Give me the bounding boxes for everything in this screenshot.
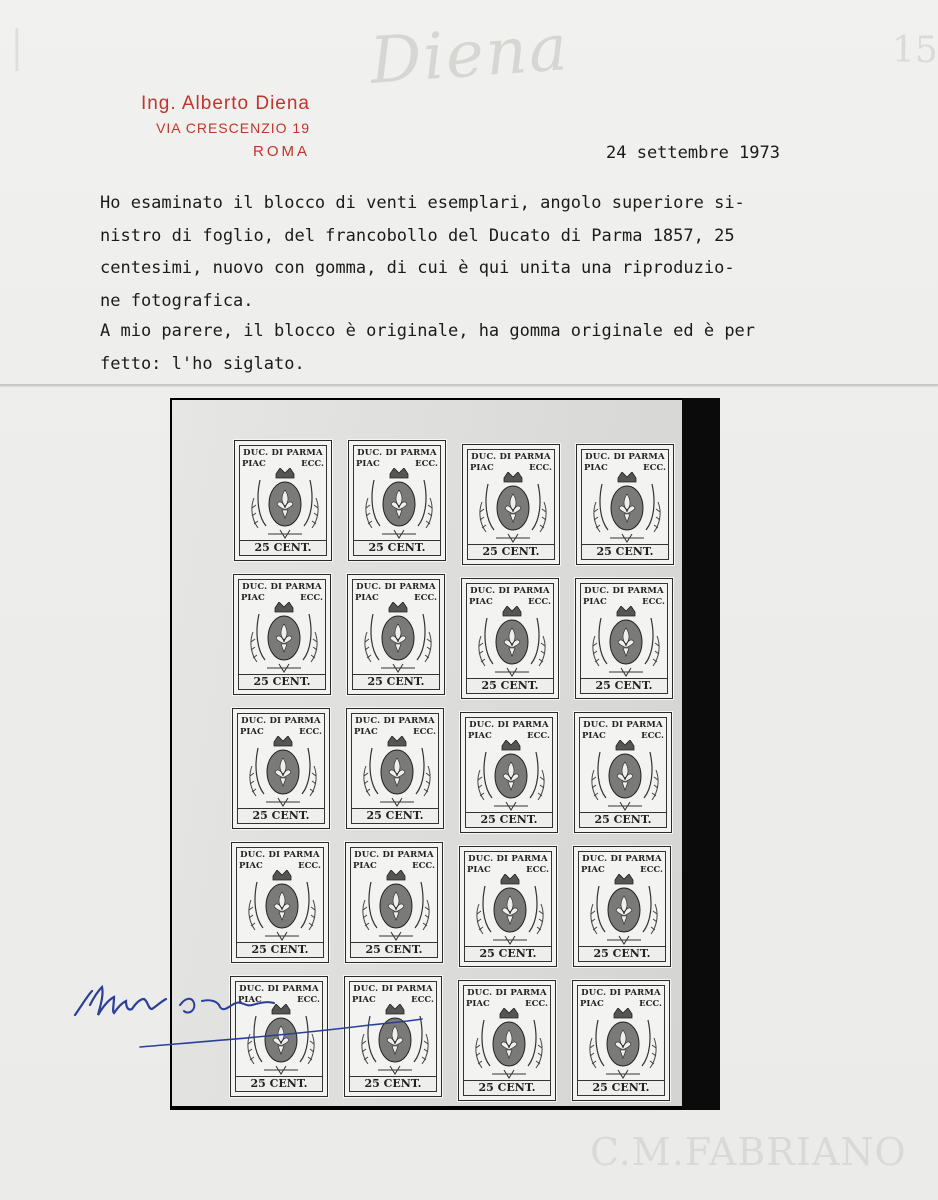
stamp-r4-c2 — [345, 842, 443, 963]
stamp-r1-c3 — [462, 444, 560, 565]
stamp-left-word: PIAC — [352, 995, 376, 1005]
watermark-corner: │ — [6, 30, 28, 71]
stamp-top-text: DUC. DI PARMA — [585, 452, 665, 462]
stamp-right-word: ECC. — [301, 459, 324, 469]
stamp-right-word: ECC. — [642, 597, 665, 607]
stamp-value-text: 25 CENT. — [350, 1076, 436, 1091]
stamp-top-text: DUC. DI PARMA — [356, 582, 436, 592]
stamp-value-text: 25 CENT. — [468, 544, 554, 559]
coat-of-arms-icon — [587, 606, 665, 678]
stamp-top-text: DUC. DI PARMA — [242, 582, 322, 592]
stamp-r1-c4 — [576, 444, 674, 565]
paragraph-2 — [100, 315, 870, 380]
stamp-right-word: ECC. — [298, 861, 321, 871]
stamp-r2-c1 — [233, 574, 331, 695]
stamp-value-text: 25 CENT. — [239, 674, 325, 689]
stamp-frame — [466, 583, 554, 694]
watermark-fabriano: C.M.FABRIANO — [590, 1130, 907, 1174]
stamp-top-text: DUC. DI PARMA — [357, 448, 437, 458]
stamp-left-word: PIAC — [242, 459, 266, 469]
stamp-r2-c4 — [575, 578, 673, 699]
stamp-frame — [238, 579, 326, 690]
coat-of-arms-icon — [243, 870, 321, 942]
stamp-value-text: 25 CENT. — [578, 1080, 664, 1095]
stamp-top-text: DUC. DI PARMA — [581, 988, 661, 998]
stamp-left-word: PIAC — [238, 995, 262, 1005]
stamp-top-text: DUC. DI PARMA — [470, 586, 550, 596]
stamp-left-word: PIAC — [239, 861, 263, 871]
stamp-right-word: ECC. — [639, 999, 662, 1009]
stamp-value-text: 25 CENT. — [582, 544, 668, 559]
stamp-left-word: PIAC — [354, 727, 378, 737]
stamp-frame — [350, 847, 438, 958]
stamp-value-text: 25 CENT. — [580, 812, 666, 827]
stamp-frame — [465, 717, 553, 828]
stamp-top-text: DUC. DI PARMA — [240, 850, 320, 860]
stamp-frame — [577, 985, 665, 1096]
stamp-left-word: PIAC — [583, 597, 607, 607]
stamp-value-text: 25 CENT. — [354, 540, 440, 555]
stamp-top-text: DUC. DI PARMA — [467, 988, 547, 998]
stamp-r4-c1 — [231, 842, 329, 963]
stamp-top-text: DUC. DI PARMA — [584, 586, 664, 596]
stamp-left-word: PIAC — [356, 459, 380, 469]
stamp-r4-c3 — [459, 846, 557, 967]
stamp-frame — [237, 713, 325, 824]
stamp-r2-c2 — [347, 574, 445, 695]
stamp-frame — [463, 985, 551, 1096]
letterhead-name: Ing. Alberto Diena — [140, 93, 310, 114]
stamp-right-word: ECC. — [411, 995, 434, 1005]
stamp-value-text: 25 CENT. — [466, 812, 552, 827]
stamp-r1-c2 — [348, 440, 446, 561]
stamp-right-word: ECC. — [413, 727, 436, 737]
stamp-value-text: 25 CENT. — [581, 678, 667, 693]
paragraph-1-line: nistro di foglio, del francobollo del Ducato di Parma 1857, 25 — [100, 225, 735, 246]
stamp-left-word: PIAC — [240, 727, 264, 737]
stamp-right-word: ECC. — [299, 727, 322, 737]
stamp-right-word: ECC. — [641, 731, 664, 741]
photo-dark-border — [682, 398, 720, 1110]
stamp-r2-c3 — [461, 578, 559, 699]
stamp-top-text: DUC. DI PARMA — [243, 448, 323, 458]
coat-of-arms-icon — [358, 736, 436, 808]
stamp-frame — [578, 851, 666, 962]
stamp-r3-c1 — [232, 708, 330, 829]
stamp-value-text: 25 CENT. — [465, 946, 551, 961]
letterhead-city: ROMA — [253, 143, 310, 160]
paragraph-1-line: ne fotografica. — [100, 290, 254, 311]
coat-of-arms-icon — [584, 1008, 662, 1080]
stamp-value-text: 25 CENT. — [464, 1080, 550, 1095]
watermark-number: 15 — [892, 30, 938, 71]
stamp-top-text: DUC. DI PARMA — [355, 716, 435, 726]
stamp-left-word: PIAC — [582, 731, 606, 741]
stamp-left-word: PIAC — [353, 861, 377, 871]
stamp-value-text: 25 CENT. — [352, 808, 438, 823]
stamp-top-text: DUC. DI PARMA — [582, 854, 662, 864]
stamp-top-text: DUC. DI PARMA — [468, 854, 548, 864]
stamp-r4-c4 — [573, 846, 671, 967]
paragraph-1 — [100, 187, 870, 317]
stamp-value-text: 25 CENT. — [353, 674, 439, 689]
coat-of-arms-icon — [472, 740, 550, 812]
stamp-right-word: ECC. — [643, 463, 666, 473]
stamp-right-word: ECC. — [528, 597, 551, 607]
stamp-left-word: PIAC — [466, 999, 490, 1009]
stamp-left-word: PIAC — [467, 865, 491, 875]
stamp-left-word: PIAC — [584, 463, 608, 473]
stamp-r3-c4 — [574, 712, 672, 833]
stamp-top-text: DUC. DI PARMA — [469, 720, 549, 730]
stamp-frame — [352, 579, 440, 690]
coat-of-arms-icon — [585, 874, 663, 946]
coat-of-arms-icon — [473, 606, 551, 678]
coat-of-arms-icon — [474, 472, 552, 544]
stamp-left-word: PIAC — [355, 593, 379, 603]
stamp-value-text: 25 CENT. — [236, 1076, 322, 1091]
stamp-frame — [353, 445, 441, 556]
stamp-left-word: PIAC — [469, 597, 493, 607]
coat-of-arms-icon — [360, 468, 438, 540]
stamp-right-word: ECC. — [640, 865, 663, 875]
coat-of-arms-icon — [244, 736, 322, 808]
stamp-frame — [236, 847, 324, 958]
coat-of-arms-icon — [246, 468, 324, 540]
stamp-top-text: DUC. DI PARMA — [241, 716, 321, 726]
stamp-right-word: ECC. — [529, 463, 552, 473]
stamp-right-word: ECC. — [300, 593, 323, 603]
stamp-frame — [579, 717, 667, 828]
stamp-value-text: 25 CENT. — [351, 942, 437, 957]
stamp-left-word: PIAC — [580, 999, 604, 1009]
stamp-r5-c4 — [572, 980, 670, 1101]
paragraph-1-line: Ho esaminato il blocco di venti esemplari, angolo superiore si- — [100, 193, 745, 213]
stamp-value-text: 25 CENT. — [238, 808, 324, 823]
stamp-value-text: 25 CENT. — [240, 540, 326, 555]
stamp-frame — [239, 445, 327, 556]
watermark-diena: Diena — [367, 11, 572, 99]
stamp-left-word: PIAC — [470, 463, 494, 473]
stamp-frame — [464, 851, 552, 962]
coat-of-arms-icon — [588, 472, 666, 544]
stamp-r3-c2 — [346, 708, 444, 829]
stamp-frame — [581, 449, 669, 560]
paragraph-2-line: A mio parere, il blocco è originale, ha gomma originale ed è per — [100, 321, 756, 341]
stamp-top-text: DUC. DI PARMA — [354, 850, 434, 860]
stamp-frame — [351, 713, 439, 824]
stamp-value-text: 25 CENT. — [237, 942, 323, 957]
certificate-date: 24 settembre 1973 — [606, 143, 780, 163]
coat-of-arms-icon — [470, 1008, 548, 1080]
stamp-frame — [467, 449, 555, 560]
stamp-top-text: DUC. DI PARMA — [239, 984, 319, 994]
coat-of-arms-icon — [359, 602, 437, 674]
stamp-right-word: ECC. — [414, 593, 437, 603]
stamp-left-word: PIAC — [468, 731, 492, 741]
stamp-right-word: ECC. — [527, 731, 550, 741]
stamp-left-word: PIAC — [241, 593, 265, 603]
letterhead-street: VIA CRESCENZIO 19 — [156, 120, 310, 136]
paper-fold-line — [0, 384, 938, 386]
paragraph-2-line: fetto: l'ho siglato. — [100, 353, 305, 374]
stamp-r1-c1 — [234, 440, 332, 561]
signature — [70, 975, 440, 1065]
stamp-right-word: ECC. — [415, 459, 438, 469]
stamp-value-text: 25 CENT. — [467, 678, 553, 693]
stamp-right-word: ECC. — [526, 865, 549, 875]
stamp-top-text: DUC. DI PARMA — [583, 720, 663, 730]
stamp-top-text: DUC. DI PARMA — [471, 452, 551, 462]
coat-of-arms-icon — [586, 740, 664, 812]
stamp-right-word: ECC. — [525, 999, 548, 1009]
stamp-right-word: ECC. — [412, 861, 435, 871]
stamp-r5-c3 — [458, 980, 556, 1101]
paragraph-1-line: centesimi, nuovo con gomma, di cui è qui unita una riproduzio- — [100, 258, 735, 278]
stamp-value-text: 25 CENT. — [579, 946, 665, 961]
coat-of-arms-icon — [245, 602, 323, 674]
coat-of-arms-icon — [471, 874, 549, 946]
stamp-top-text: DUC. DI PARMA — [353, 984, 433, 994]
stamp-left-word: PIAC — [581, 865, 605, 875]
stamp-frame — [580, 583, 668, 694]
stamp-r3-c3 — [460, 712, 558, 833]
coat-of-arms-icon — [357, 870, 435, 942]
stamp-right-word: ECC. — [297, 995, 320, 1005]
